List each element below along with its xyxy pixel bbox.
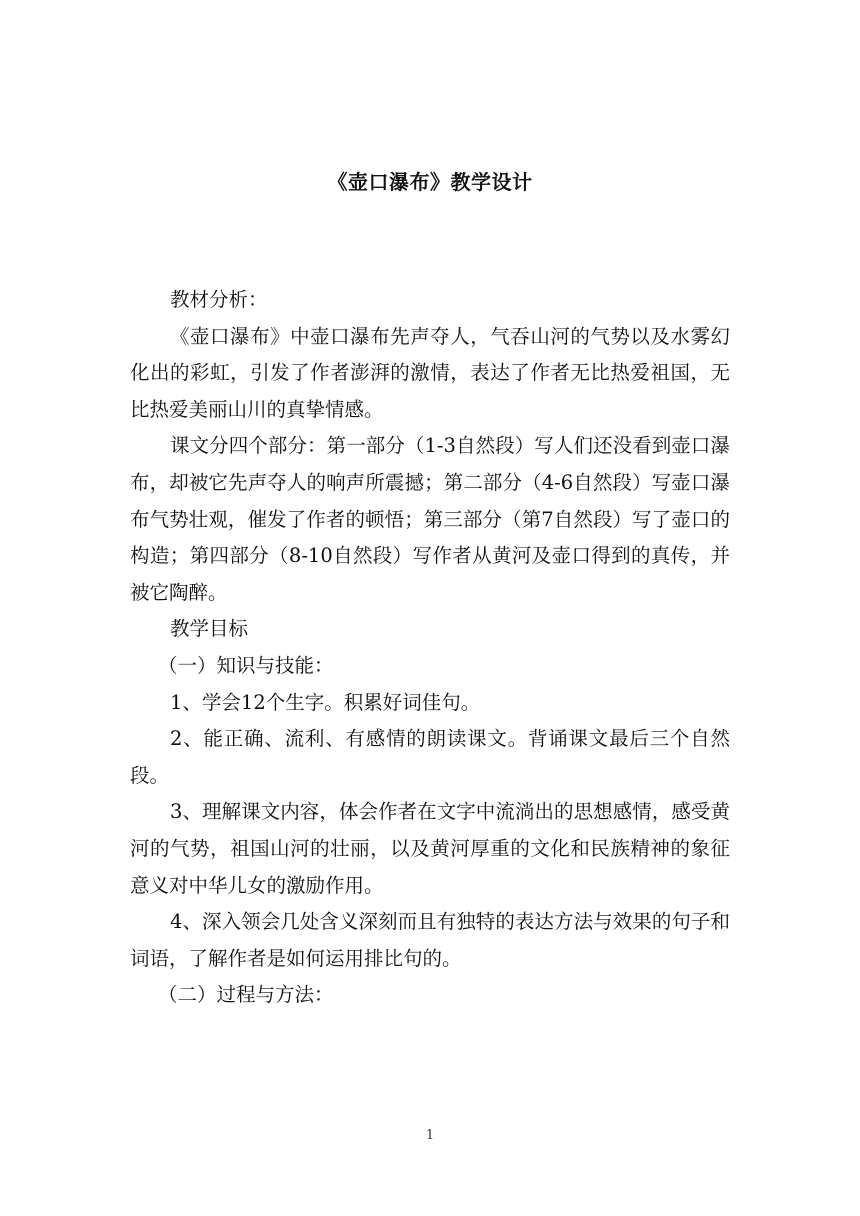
goal-item-2: 2、能正确、流利、有感情的朗读课文。背诵课文最后三个自然段。 (130, 727, 730, 787)
document-body (130, 282, 730, 1014)
goal-item-3: 3、理解课文内容，体会作者在文字中流淌出的思想感情，感受黄河的气势，祖国山河的壮丽，以及黄河厚重的文化和民族精神的象征意义对中华儿女的激励作用。 (130, 800, 730, 897)
subheading-process-methods: （二）过程与方法： (158, 983, 334, 1007)
document-title: 《壶口瀑布》教学设计 (327, 170, 533, 194)
goal-item-1: 1、学会12个生字。积累好词佳句。 (170, 690, 481, 714)
goal-item-4: 4、深入领会几处含义深刻而且有独特的表达方法与效果的句子和词语，了解作者是如何运用排比句的。 (130, 910, 730, 970)
paragraph-structure: 课文分四个部分：第一部分（1-3自然段）写人们还没看到壶口瀑布，却被它先声夺人的响声所震撼；第二部分（4-6自然段）写壶口瀑布气势壮观，催发了作者的顿悟；第三部分（第7自然段）写了壶口的构造；第四部分（8-10自然段）写作者从黄河及壶口得到的真传，并被它陶醉。 (130, 434, 730, 604)
subheading-knowledge-skills: （一）知识与技能： (158, 653, 334, 677)
section-heading-teaching-goals: 教学目标 (170, 617, 249, 641)
paragraph-summary: 《壶口瀑布》中壶口瀑布先声夺人，气吞山河的气势以及水雾幻化出的彩虹，引发了作者澎湃的激情，表达了作者无比热爱祖国，无比热爱美丽山川的真挚情感。 (130, 324, 730, 421)
section-heading-material-analysis: 教材分析： (170, 288, 268, 311)
page-number: 1 (425, 1128, 435, 1143)
